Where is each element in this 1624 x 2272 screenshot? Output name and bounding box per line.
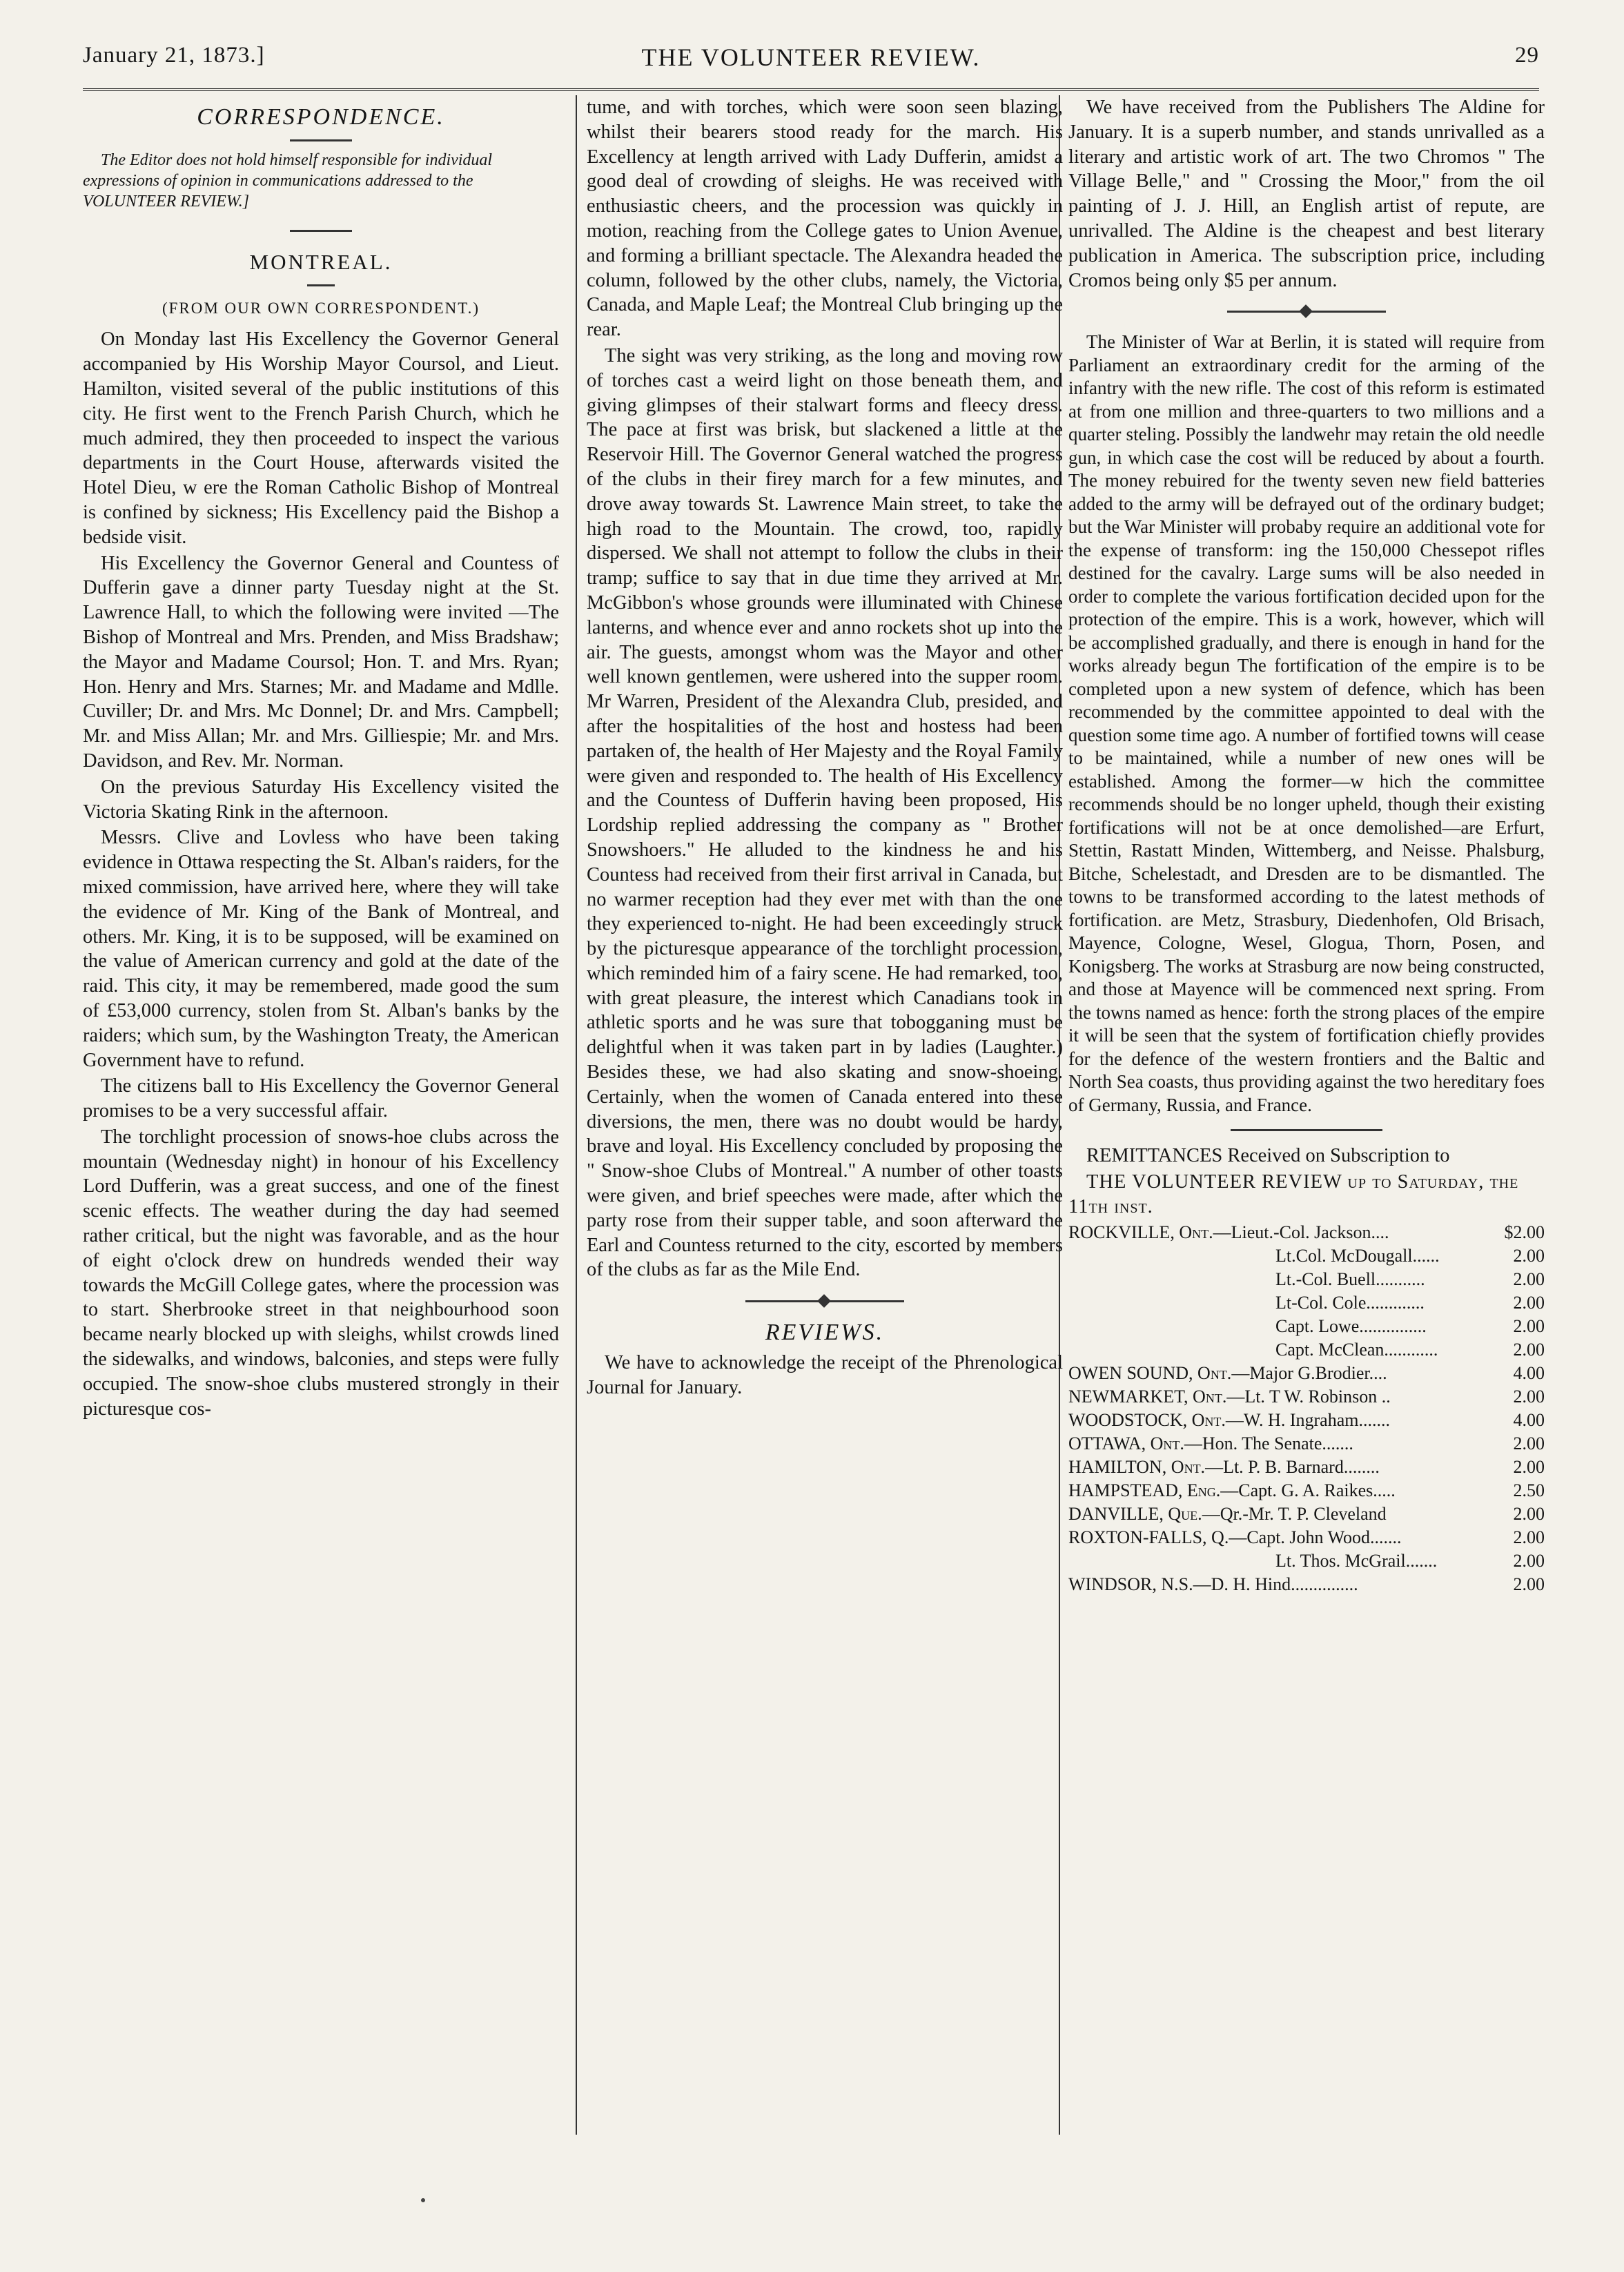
article-paragraph: On the previous Saturday His Excellency visited the Victoria Skating Rink in the afternoon. <box>83 776 559 823</box>
war-minister-paragraph: The Minister of War at Berlin, it is stated will require from Parliament an extraordinary credit for the arming of the infantry with the new rifle. The cost of this reform is estimated at from one million and three-quarters to two millions and a quarter steling. Possibly the landwehr may retain the old needle gun, in which case the cost will be reduced by about a fourth. The money rebuired for the twenty seven new field batteries added to the army will be defrayed out of the ordinary budget; but the War Minister will probaby require an additional vote for the expense of transform: ing the 150,000 Chessepot rifles destined for the cavalry. Large sums will be also needed in order to complete the various fortification decided upon for the protection of the empire. This is a work, however, which will be accomplished gradually, and there is enough in hand for the works already begun The fortification of the empire is to be completed upon a new system of defence, which has been recommended by the committee appointed to deal with the question some time ago. A number of fortified towns will cease to be maintained, while a number of new ones will be established. Among the former—w hich the committee recommends should be no longer upheld, though their existing fortifications will not be at once demolished—are Erfurt, Stettin, Rastatt Minden, Wittemberg, and Neisse. Phalsburg, Bitche, Schelestadt, and Dresden are to be dismantled. The towns to be transformed according to the latest methods of fortification. are Metz, Strasbury, Diedenhofen, Old Brisach, Mayence, Cologne, Wesel, Glogua, Thorn, Posen, and Konigsberg. The works at Strasburg are now being constructed, and those at Mayence will be commenced next spring. From the towns named as hence: forth the strong places of the empire it will be seen that the system of fortification chiefly provides for the defence of the western frontiers and the Baltic and North Sea coasts, thus providing against the two hereditary foes of Germany, Russia, and France. <box>1068 331 1545 1115</box>
correspondent-byline: (FROM OUR OWN CORRESPONDENT.) <box>162 299 480 317</box>
remittance-amount: 2.00 <box>1513 1574 1545 1594</box>
remittance-subscriber: Capt. Lowe............... <box>1275 1315 1427 1336</box>
remittance-row <box>1068 1362 1545 1385</box>
remittance-amount: 2.00 <box>1513 1550 1545 1571</box>
remittance-subscriber: —Capt. John Wood....... <box>1229 1527 1402 1547</box>
remittance-amount: 2.00 <box>1513 1527 1545 1547</box>
remittance-place: OWEN SOUND, Ont. <box>1068 1362 1232 1383</box>
section-rule <box>307 284 335 286</box>
remittance-subscriber: —Qr.-Mr. T. P. Cleveland <box>1202 1503 1387 1524</box>
column-2 <box>587 95 1063 2138</box>
remittance-row <box>1068 1456 1545 1479</box>
remittance-row <box>1068 1315 1545 1338</box>
remittance-row <box>1068 1526 1545 1549</box>
remittance-row <box>1068 1385 1545 1409</box>
section-rule <box>1227 311 1386 313</box>
section-rule <box>290 139 352 141</box>
review-paragraph: We have to acknowledge the receipt of the Phrenological Journal for January. <box>587 1352 1063 1398</box>
article-paragraph: His Excellency the Governor General and Countess of Dufferin gave a dinner party Tuesday night at the St. Lawrence Hall, to which the following were invited —The Bishop of Montreal and Mrs. Prenden, and Miss Bradshaw; the Mayor and Madame Coursol; Hon. T. and Mrs. Ryan; Hon. Henry and Mrs. Starnes; Mr. and Madame and Mdlle. Cuviller; Dr. and Mrs. Mc Donnel; Dr. and Mrs. Campbell; Mr. and Miss Allan; Mr. and Mrs. Gilliespie; Mr. and Mrs. Davidson, and Rev. Mr. Norman. <box>83 552 559 772</box>
remittances-heading: REMITTANCES Received on Subscription to <box>1086 1145 1450 1167</box>
remittance-place: WOODSTOCK, Ont. <box>1068 1409 1226 1430</box>
article-paragraph: The torchlight procession of snows-hoe clubs across the mountain (Wednesday night) in honour of his Excellency Lord Dufferin, was a great success, and one of the finest scenic effects. The weather during the day had seemed rather critical, but the night was favorable, and as the hour of eight o'clock drew on hundreds wended their way towards the McGill College gates, where the procession was to start. Sherbrooke street in that neighbourhood soon became nearly blocked up with sleighs, whilst crowds lined the sidewalks, and windows, balconies, and steps were fully occupied. The snow-shoe clubs mustered strongly in their picturesque cos- <box>83 1126 559 1420</box>
remittance-name <box>1068 1409 1511 1432</box>
remittance-subscriber: Lt-Col. Cole............. <box>1275 1292 1425 1313</box>
remittance-place: NEWMARKET, Ont. <box>1068 1386 1227 1407</box>
reviews-title: REVIEWS. <box>765 1320 885 1346</box>
remittance-subscriber: —Lieut.-Col. Jackson.... <box>1213 1222 1389 1242</box>
remittance-name <box>1068 1362 1511 1385</box>
remittance-row <box>1068 1549 1545 1573</box>
article-paragraph: The citizens ball to His Excellency the Governor General promises to be a very successful affair. <box>83 1075 559 1122</box>
page-number: 29 <box>1515 43 1539 68</box>
remittance-row <box>1068 1432 1545 1456</box>
remittance-amount: 2.50 <box>1513 1480 1545 1500</box>
remittance-subscriber: Capt. McClean............ <box>1275 1339 1438 1360</box>
remittance-name <box>1068 1338 1511 1362</box>
montreal-heading: MONTREAL. <box>249 249 393 274</box>
remittance-subscriber: —W. H. Ingraham....... <box>1225 1409 1390 1430</box>
remittance-subscriber: —Capt. G. A. Raikes..... <box>1220 1480 1396 1500</box>
remittance-place: OTTAWA, Ont. <box>1068 1433 1184 1453</box>
article-paragraph: tume, and with torches, which were soon seen blazing, whilst their bearers stood ready for the march. His Excellency at length arrived with Lady Dufferin, amidst a good deal of crowding of sleighs. He was received with enthusiastic cheers, and the procession was quickly in motion, reaching from the College gates to Union Avenue, and forming a brilliant spectacle. The Alexandra headed the column, followed by the other clubs, namely, the Victoria, Canada, and Maple Leaf; the Montreal Club bringing up the rear. <box>587 97 1063 341</box>
remittance-name <box>1068 1573 1511 1596</box>
article-paragraph: On Monday last His Excellency the Governor General accompanied by His Worship Mayor Coursol, and Lieut. Hamilton, visited several of the public institutions of this city. He first went to the French Parish Church, which he much admired, they then proceeded to inspect the various departments in the Court House, afterwards visited the Hotel Dieu, w ere the Roman Catholic Bishop of Montreal is confined by sickness; His Excellency paid the Bishop a bedside visit. <box>83 329 559 548</box>
article-paragraph: Messrs. Clive and Lovless who have been taking evidence in Ottawa respecting the St. Alban's raiders, for the mixed commission, have arrived here, where they will take the evidence of Mr. King of the Bank of Montreal, and others. Mr. King, it is to be supposed, will be examined on the value of American currency and gold at the date of the raid. This city, it may be remembered, made good the sum of £53,000 currency, stolen from St. Alban's banks by the raiders; which sum, by the Washington Treaty, the American Government have to refund. <box>83 827 559 1071</box>
remittance-place: WINDSOR, N.S. <box>1068 1574 1193 1594</box>
section-rule <box>745 1300 904 1302</box>
remittance-subscriber: —Major G.Brodier.... <box>1231 1362 1387 1383</box>
column-1 <box>83 95 559 2138</box>
remittance-name <box>1068 1291 1511 1315</box>
correspondence-title: CORRESPONDENCE. <box>197 104 445 130</box>
column-3 <box>1068 95 1545 2138</box>
editor-disclaimer: The Editor does not hold himself responsible for individual expressions of opinion in communications addressed to the VOLUNTEER REVIEW.] <box>83 150 493 210</box>
remittance-subscriber: Lt. Thos. McGrail....... <box>1275 1550 1438 1571</box>
remittance-row <box>1068 1268 1545 1291</box>
remittance-subscriber: —Lt. P. B. Barnard........ <box>1205 1456 1380 1477</box>
remittance-name <box>1068 1315 1511 1338</box>
remittance-row <box>1068 1502 1545 1526</box>
header-rule <box>83 88 1539 91</box>
review-paragraph: We have received from the Publishers The Aldine for January. It is a superb number, and stands unrivalled as a literary and artistic work of art. The two Chromos " The Village Belle," and " Crossing the Moor," from the oil painting of J. J. Hill, an English artist of repute, are unrivalled. The Aldine is the cheapest and best literary publication in America. The subscription price, including Cromos being only $5 per annum. <box>1068 97 1545 291</box>
remittance-row <box>1068 1409 1545 1432</box>
remittance-subscriber: —Hon. The Senate....... <box>1184 1433 1353 1453</box>
remittance-row <box>1068 1573 1545 1596</box>
remittance-name <box>1068 1456 1511 1479</box>
remittance-name <box>1068 1479 1511 1502</box>
remittance-amount: 2.00 <box>1513 1292 1545 1313</box>
remittance-amount: 2.00 <box>1513 1315 1545 1336</box>
remittance-place: ROXTON-FALLS, Q. <box>1068 1527 1229 1547</box>
remittance-subscriber: —D. H. Hind............... <box>1193 1574 1358 1594</box>
remittance-subscriber: Lt.Col. McDougall...... <box>1275 1245 1440 1266</box>
remittances-list <box>1068 1221 1545 1596</box>
remittance-name <box>1068 1526 1511 1549</box>
remittance-amount: 4.00 <box>1513 1362 1545 1383</box>
remittance-name <box>1068 1549 1511 1573</box>
remittance-subscriber: —Lt. T W. Robinson .. <box>1226 1386 1391 1407</box>
remittance-name <box>1068 1432 1511 1456</box>
remittance-amount: 2.00 <box>1513 1433 1545 1453</box>
remittance-amount: 2.00 <box>1513 1456 1545 1477</box>
remittance-name <box>1068 1502 1511 1526</box>
remittance-amount: 2.00 <box>1513 1339 1545 1360</box>
remittance-amount: 2.00 <box>1513 1386 1545 1407</box>
remittance-amount: 2.00 <box>1513 1269 1545 1289</box>
remittance-place: HAMILTON, Ont. <box>1068 1456 1206 1477</box>
masthead: THE VOLUNTEER REVIEW. <box>641 43 981 71</box>
remittance-name <box>1068 1221 1502 1244</box>
article-paragraph: The sight was very striking, as the long and moving row of torches cast a weird light on those beneath them, and giving glimpses of their stalwart forms and fleecy dress. The pace at first was brisk, but slackened a little at the Reservoir Hill. The Governor General watched the progress of the clubs in their firey march for a few minutes, and drove away towards St. Lawrence Main street, to take the high road to the Mountain. The crowd, too, rapidly dispersed. We shall not attempt to follow the clubs in their tramp; suffice to say that in due time they arrived at Mr. McGibbon's whose grounds were illuminated with Chinese lanterns, and whence ever and anno rockets shot up into the air. The guests, amongst whom was the Mayor and other well known gentlemen, were ushered into the supper room. Mr Warren, President of the Alexandra Club, presided, and after the hospitalities of the host and hostess had been partaken of, the health of Her Majesty and the Royal Family were given and responded to. The health of His Excellency and the Countess of Dufferin having been proposed, His Lordship replied addressing the company as " Brother Snowshoers." He alluded to the kindness he and his Countess had received from their first arrival in Canada, but no warmer reception had they ever met with than the one they experienced to-night. He had been exceedingly struck by the picturesque appearance of the torchlight procession, which reminded him of a fairy scene. He had remarked, too, with great pleasure, the interest which Canadians took in athletic sports and he was sure that tobogganing must be delightful when it was taken part in by ladies (Laughter.) Besides these, we had also skating and snow-shoeing. Certainly, when the women of Canada entered into these diversions, the men, there was no doubt would be hardy, brave and loyal. His Excellency concluded by proposing the " Snow-shoe Clubs of Montreal." A number of other toasts were given, and brief speeches were made, after which the party rose from their supper table, and soon afterward the Earl and Countess returned to the city, escorted by members of the clubs as far as the Mile End. <box>587 344 1063 1281</box>
remittance-name <box>1068 1385 1511 1409</box>
remittance-name <box>1068 1268 1511 1291</box>
remittance-amount: 2.00 <box>1513 1245 1545 1266</box>
remittance-row <box>1068 1291 1545 1315</box>
remittance-amount: 2.00 <box>1513 1503 1545 1524</box>
remittance-amount: $2.00 <box>1504 1222 1545 1242</box>
section-rule <box>1231 1129 1382 1131</box>
remittance-place: DANVILLE, Que. <box>1068 1503 1202 1524</box>
column-divider <box>576 95 577 2135</box>
section-rule <box>290 230 352 232</box>
issue-date: January 21, 1873.] <box>83 43 265 68</box>
remittance-name <box>1068 1244 1511 1268</box>
remittance-amount: 4.00 <box>1513 1409 1545 1430</box>
remittance-place: HAMPSTEAD, Eng. <box>1068 1480 1221 1500</box>
remittance-place: ROCKVILLE, Ont. <box>1068 1222 1213 1242</box>
remittance-row <box>1068 1244 1545 1268</box>
remittance-row <box>1068 1338 1545 1362</box>
remittances-subheading: THE VOLUNTEER REVIEW up to Saturday, the 11th inst. <box>1068 1171 1519 1217</box>
remittance-row <box>1068 1479 1545 1502</box>
remittance-row <box>1068 1221 1545 1244</box>
page-mark <box>421 2198 425 2202</box>
page-header <box>83 43 1539 77</box>
remittance-subscriber: Lt.-Col. Buell........... <box>1275 1269 1425 1289</box>
